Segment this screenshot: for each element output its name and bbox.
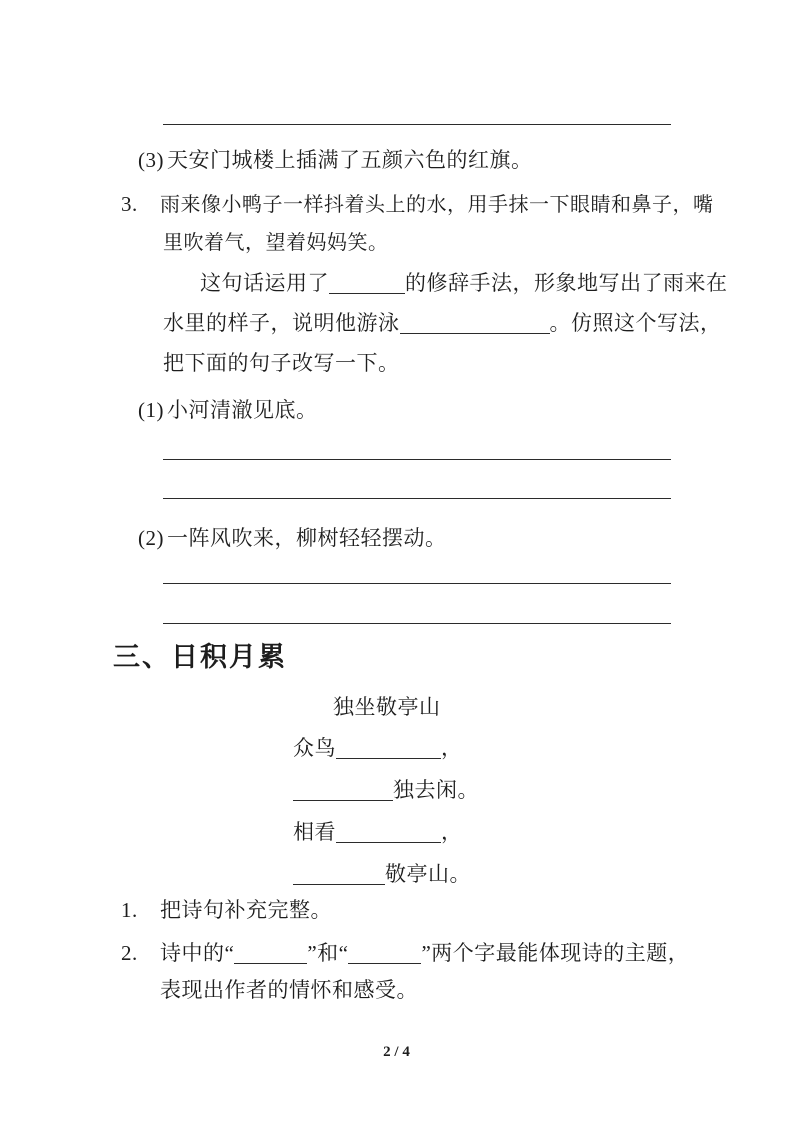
poem-line-1-before: 众鸟: [293, 736, 336, 760]
poem-blank-4: [293, 863, 385, 885]
analysis-line1-after: 的修辞手法，形象地写出了雨来在: [405, 271, 728, 295]
section-three-heading: 三、日积月累: [113, 642, 287, 672]
question-3-analysis-line1: [200, 270, 728, 297]
q2-part2: ”和“: [307, 941, 349, 965]
answer-line-1a: [163, 459, 671, 460]
section-three-q1: [121, 897, 332, 924]
item-3-sub3: [138, 147, 533, 174]
poem-line-3-before: 相看: [293, 820, 336, 844]
section-three-q1-text: 把诗句补充完整。: [160, 898, 332, 922]
poem-title: 独坐敬亭山: [333, 695, 441, 719]
poem-line-2-after: 独去闲。: [393, 778, 479, 802]
question-3-quote-line1: 雨来像小鸭子一样抖着头上的水，用手抹一下眼睛和鼻子，嘴: [160, 192, 714, 216]
question-3-analysis-line2: [163, 310, 722, 337]
answer-line-top: [163, 124, 671, 125]
section-three-q2-line1: [121, 940, 689, 967]
inline-blank-2: [400, 312, 550, 334]
poem-blank-3: [336, 821, 441, 843]
poem-blank-2: [293, 779, 393, 801]
inline-blank-q2a: [234, 942, 307, 964]
answer-line-2a: [163, 583, 671, 584]
question-3-sub2-text: 一阵风吹来，柳树轻轻摆动。: [167, 526, 447, 550]
question-3-number: 3.: [121, 192, 138, 216]
item-3-sub3-text: 天安门城楼上插满了五颜六色的红旗。: [167, 148, 533, 172]
question-3-sub2: [138, 525, 447, 552]
q2-part3: ”两个字最能体现诗的主题，: [421, 941, 690, 965]
poem-line-1-after: ，: [441, 736, 463, 760]
poem-line-1: [293, 735, 463, 762]
question-3-analysis-line3: 把下面的句子改写一下。: [163, 351, 400, 375]
poem-line-2: [293, 777, 479, 804]
poem-line-3-after: ，: [441, 820, 463, 844]
question-3-quote-line2: 里吹着气，望着妈妈笑。: [163, 230, 389, 254]
inline-blank-1: [329, 272, 405, 294]
analysis-line1-before: 这句话运用了: [200, 271, 329, 295]
section-three-q2-number: 2.: [121, 941, 138, 965]
q2-part1: 诗中的“: [160, 941, 235, 965]
answer-line-2b: [163, 623, 671, 624]
poem-blank-1: [336, 737, 441, 759]
question-3-sub1-text: 小河清澈见底。: [167, 398, 318, 422]
poem-line-4-after: 敬亭山。: [385, 862, 471, 886]
question-3-sub1-label: (1): [138, 398, 164, 422]
section-three-q2-line2: 表现出作者的情怀和感受。: [160, 978, 418, 1002]
analysis-line2-after: 。仿照这个写法，: [549, 311, 722, 335]
page-number: 2 / 4: [383, 1044, 410, 1060]
poem-line-3: [293, 819, 463, 846]
question-3-sub2-label: (2): [138, 526, 164, 550]
question-3-sub1: [138, 397, 318, 424]
answer-line-1b: [163, 498, 671, 499]
inline-blank-q2b: [348, 942, 421, 964]
analysis-line2-before: 水里的样子，说明他游泳: [163, 311, 400, 335]
poem-line-4: [293, 861, 471, 888]
section-three-q1-number: 1.: [121, 898, 138, 922]
question-3-line1: [121, 191, 714, 218]
item-3-sub3-label: (3): [138, 148, 164, 172]
